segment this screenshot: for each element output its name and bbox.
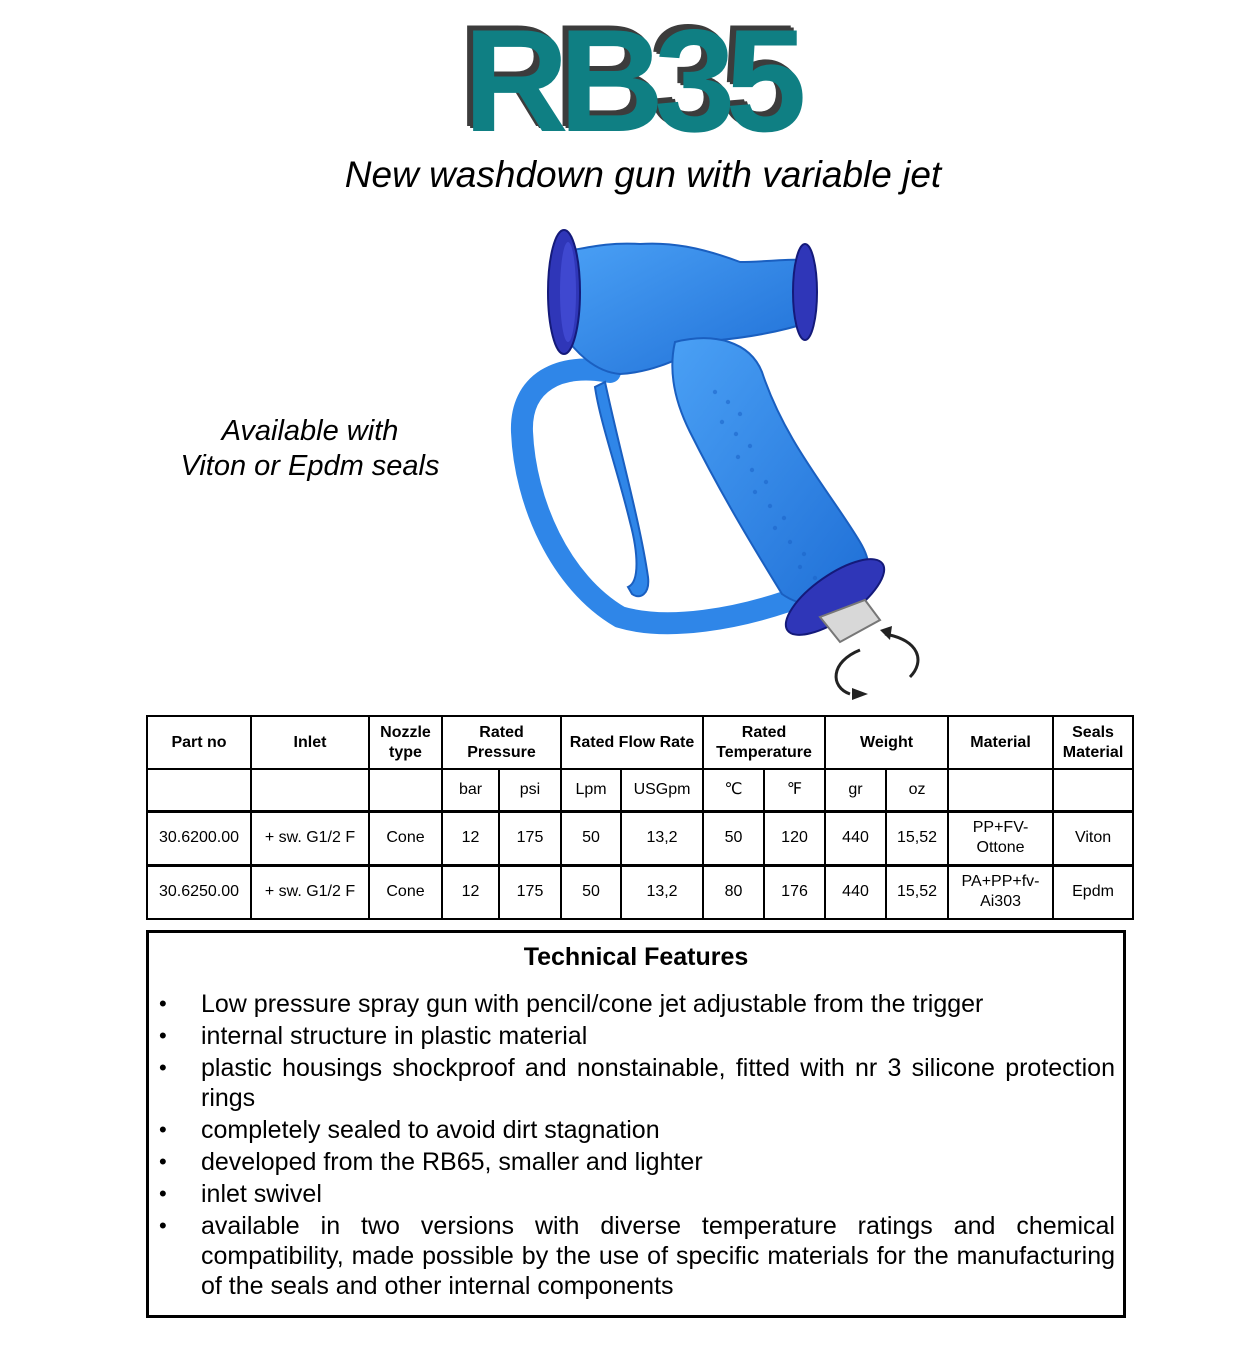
cell-bar: 12 — [442, 865, 499, 919]
header-rated-temperature: Rated Temperature — [703, 716, 825, 769]
unit-oz: oz — [886, 769, 948, 811]
unit-fahrenheit: ℉ — [764, 769, 825, 811]
cell-usgpm: 13,2 — [621, 865, 703, 919]
header-material: Material — [948, 716, 1053, 769]
bullet-icon: • — [159, 1023, 167, 1048]
header-seals-material: Seals Material — [1053, 716, 1133, 769]
cell-seals: Viton — [1053, 811, 1133, 865]
list-item — [149, 989, 1123, 1019]
product-logo: RB35 — [463, 0, 797, 162]
cell-celsius: 50 — [703, 811, 764, 865]
cell-psi: 175 — [499, 865, 561, 919]
availability-note — [160, 414, 460, 484]
unit-cell-empty — [251, 769, 369, 811]
feature-text: developed from the RB65, smaller and lighter — [201, 1148, 703, 1176]
cell-part-no: 30.6250.00 — [147, 865, 251, 919]
cell-gr: 440 — [825, 865, 886, 919]
unit-cell-empty — [948, 769, 1053, 811]
header-inlet: Inlet — [251, 716, 369, 769]
header-rated-flow-rate: Rated Flow Rate — [561, 716, 703, 769]
cell-gr: 440 — [825, 811, 886, 865]
unit-psi: psi — [499, 769, 561, 811]
features-title: Technical Features — [523, 943, 749, 971]
features-list — [149, 989, 1123, 1303]
cell-material: PP+FV-Ottone — [948, 811, 1053, 865]
cell-oz: 15,52 — [886, 865, 948, 919]
cell-lpm: 50 — [561, 811, 621, 865]
feature-text: inlet swivel — [201, 1180, 322, 1208]
cell-celsius: 80 — [703, 865, 764, 919]
list-item — [149, 1147, 1123, 1177]
bullet-icon: • — [159, 1117, 167, 1142]
header-rated-pressure: Rated Pressure — [442, 716, 561, 769]
list-item — [149, 1115, 1123, 1145]
spec-table — [146, 715, 1134, 920]
unit-bar: bar — [442, 769, 499, 811]
bullet-icon: • — [159, 1181, 167, 1206]
bullet-icon: • — [159, 1213, 167, 1238]
unit-gr: gr — [825, 769, 886, 811]
bullet-icon: • — [159, 991, 167, 1016]
cell-lpm: 50 — [561, 865, 621, 919]
header-nozzle-type: Nozzle type — [369, 716, 442, 769]
unit-cell-empty — [1053, 769, 1133, 811]
unit-cell-empty — [147, 769, 251, 811]
cell-inlet: + sw. G1/2 F — [251, 865, 369, 919]
table-row — [147, 865, 1133, 919]
header-part-no: Part no — [147, 716, 251, 769]
feature-text: plastic housings shockproof and nonstainable, fitted with nr 3 silicone protection rings — [201, 1054, 1115, 1112]
cell-nozzle: Cone — [369, 865, 442, 919]
header-weight: Weight — [825, 716, 948, 769]
cell-seals: Epdm — [1053, 865, 1133, 919]
unit-cell-empty — [369, 769, 442, 811]
feature-text: Low pressure spray gun with pencil/cone jet adjustable from the trigger — [201, 990, 984, 1018]
cell-fahrenheit: 176 — [764, 865, 825, 919]
unit-usgpm: USGpm — [621, 769, 703, 811]
cell-nozzle: Cone — [369, 811, 442, 865]
cell-inlet: + sw. G1/2 F — [251, 811, 369, 865]
spray-gun-illustration — [500, 222, 940, 702]
cell-material: PA+PP+fv-Ai303 — [948, 865, 1053, 919]
cell-bar: 12 — [442, 811, 499, 865]
product-subtitle: New washdown gun with variable jet — [344, 154, 942, 195]
availability-line-1: Available with — [221, 415, 399, 447]
feature-text: available in two versions with diverse temperature ratings and chemical compatibility, made possible by the use of specific materials for the manufacturing of the seals and other internal components — [201, 1212, 1115, 1300]
list-item — [149, 1179, 1123, 1209]
feature-text: completely sealed to avoid dirt stagnation — [201, 1116, 660, 1144]
availability-line-2: Viton or Epdm seals — [180, 450, 440, 482]
feature-text: internal structure in plastic material — [201, 1022, 588, 1050]
cell-fahrenheit: 120 — [764, 811, 825, 865]
table-row — [147, 811, 1133, 865]
list-item — [149, 1053, 1123, 1113]
technical-features-box — [146, 930, 1126, 1318]
list-item — [149, 1211, 1123, 1301]
cell-part-no: 30.6200.00 — [147, 811, 251, 865]
unit-lpm: Lpm — [561, 769, 621, 811]
cell-psi: 175 — [499, 811, 561, 865]
cell-oz: 15,52 — [886, 811, 948, 865]
bullet-icon: • — [159, 1149, 167, 1174]
list-item — [149, 1021, 1123, 1051]
bullet-icon: • — [159, 1055, 167, 1080]
unit-celsius: ℃ — [703, 769, 764, 811]
cell-usgpm: 13,2 — [621, 811, 703, 865]
